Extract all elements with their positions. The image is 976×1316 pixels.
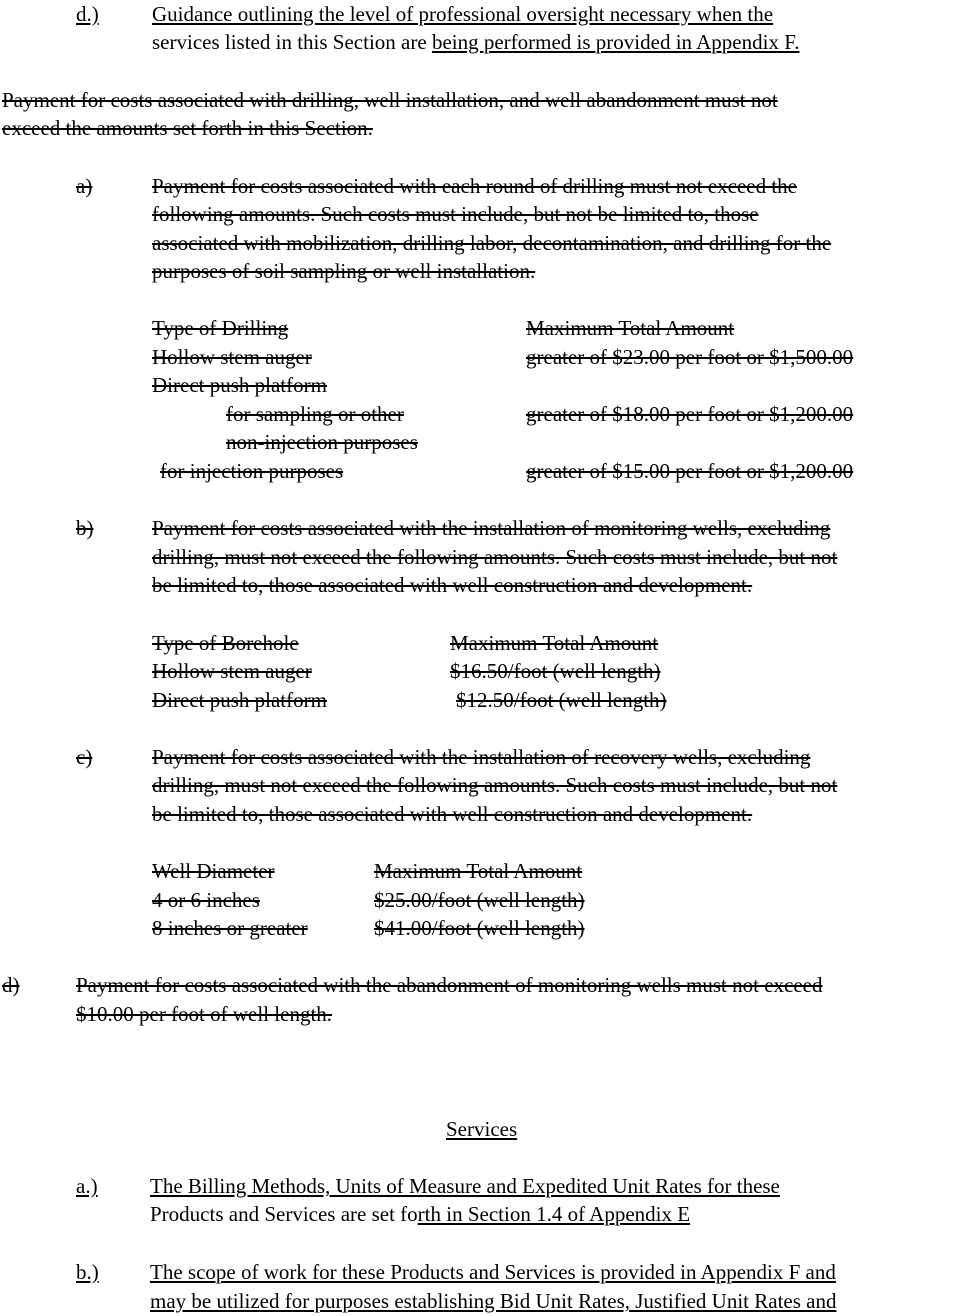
intro-line-1: Payment for costs associated with drilling, well installation, and well abandonment must not — [2, 88, 778, 112]
borehole-row-direct-push-amount: $12.50/foot (well length) — [456, 688, 667, 712]
item-c-line-2: drilling, must not exceed the following amounts. Such costs must include, but not — [152, 773, 838, 797]
item-d-line1-top: Guidance outlining the level of professional oversight necessary when the — [152, 2, 774, 26]
diameter-row-8-plus: 8 inches or greater — [152, 916, 308, 940]
diameter-table-header-amount: Maximum Total Amount — [374, 859, 583, 883]
borehole-row-direct-push: Direct push platform — [152, 688, 327, 712]
diameter-row-4-6-amount: $25.00/foot (well length) — [374, 888, 585, 912]
diameter-row-4-6: 4 or 6 inches — [152, 888, 260, 912]
item-d-line-2: $10.00 per foot of well length. — [76, 1002, 333, 1026]
item-a-line-3: associated with mobilization, drilling labor, decontamination, and drilling for the — [152, 231, 832, 255]
services-heading: Services — [446, 1117, 518, 1141]
item-b-line-1: Payment for costs associated with the installation of monitoring wells, excluding — [152, 516, 831, 540]
item-a-line-4: purposes of soil sampling or well installation. — [152, 259, 536, 283]
drilling-row-hollow-stem-amount: greater of $23.00 per foot or $1,500.00 — [526, 345, 854, 369]
borehole-row-hollow-stem-amount: $16.50/foot (well length) — [450, 659, 661, 683]
item-a-line-1: Payment for costs associated with each round of drilling must not exceed the — [152, 174, 798, 198]
item-d-line2-top — [152, 28, 799, 56]
drilling-row-non-injection: non-injection purposes — [226, 430, 418, 454]
services-a-label: a.) — [76, 1174, 98, 1198]
drilling-table-header-type: Type of Drilling — [152, 316, 289, 340]
diameter-row-8-plus-amount: $41.00/foot (well length) — [374, 916, 585, 940]
drilling-row-hollow-stem: Hollow stem auger — [152, 345, 312, 369]
drilling-row-direct-push: Direct push platform — [152, 373, 327, 397]
borehole-table-header-type: Type of Borehole — [152, 631, 299, 655]
services-a-line-2 — [150, 1200, 690, 1228]
item-b-line-3: be limited to, those associated with well construction and development. — [152, 573, 753, 597]
item-c-label: c) — [76, 745, 93, 769]
services-b-line-1: The scope of work for these Products and Services is provided in Appendix F and — [150, 1260, 836, 1284]
diameter-table-header-type: Well Diameter — [152, 859, 275, 883]
item-d-line-1: Payment for costs associated with the abandonment of monitoring wells must not exceed — [76, 973, 823, 997]
services-a-line-1: The Billing Methods, Units of Measure and Expedited Unit Rates for these — [150, 1174, 780, 1198]
item-c-line-3: be limited to, those associated with well construction and development. — [152, 802, 753, 826]
item-d-line2b: being performed is provided in Appendix F. — [431, 30, 800, 54]
drilling-table-header-amount: Maximum Total Amount — [526, 316, 735, 340]
services-b-label: b.) — [76, 1260, 99, 1284]
item-b-label: b) — [76, 516, 94, 540]
item-a-line-2: following amounts. Such costs must include, but not be limited to, those — [152, 202, 759, 226]
services-a-line-2a: Products and Services are set fo — [150, 1202, 418, 1226]
item-d-line2a: services listed in this Section are — [152, 30, 432, 54]
drilling-row-injection-amount: greater of $15.00 per foot or $1,200.00 — [526, 459, 854, 483]
intro-line-2: exceed the amounts set forth in this Section. — [2, 116, 373, 140]
drilling-row-injection: for injection purposes — [160, 459, 344, 483]
item-a-label: a) — [76, 174, 93, 198]
borehole-table-header-amount: Maximum Total Amount — [450, 631, 659, 655]
item-d-label-top: d.) — [76, 2, 99, 26]
services-a-line-2b: rth in Section 1.4 of Appendix E — [417, 1202, 691, 1226]
item-b-line-2: drilling, must not exceed the following amounts. Such costs must include, but not — [152, 545, 838, 569]
drilling-row-sampling-amount: greater of $18.00 per foot or $1,200.00 — [526, 402, 854, 426]
item-c-line-1: Payment for costs associated with the installation of recovery wells, excluding — [152, 745, 811, 769]
item-d-label: d) — [2, 973, 20, 997]
services-b-line-2: may be utilized for purposes establishing Bid Unit Rates, Justified Unit Rates and — [150, 1289, 837, 1313]
drilling-row-sampling: for sampling or other — [226, 402, 404, 426]
borehole-row-hollow-stem: Hollow stem auger — [152, 659, 312, 683]
